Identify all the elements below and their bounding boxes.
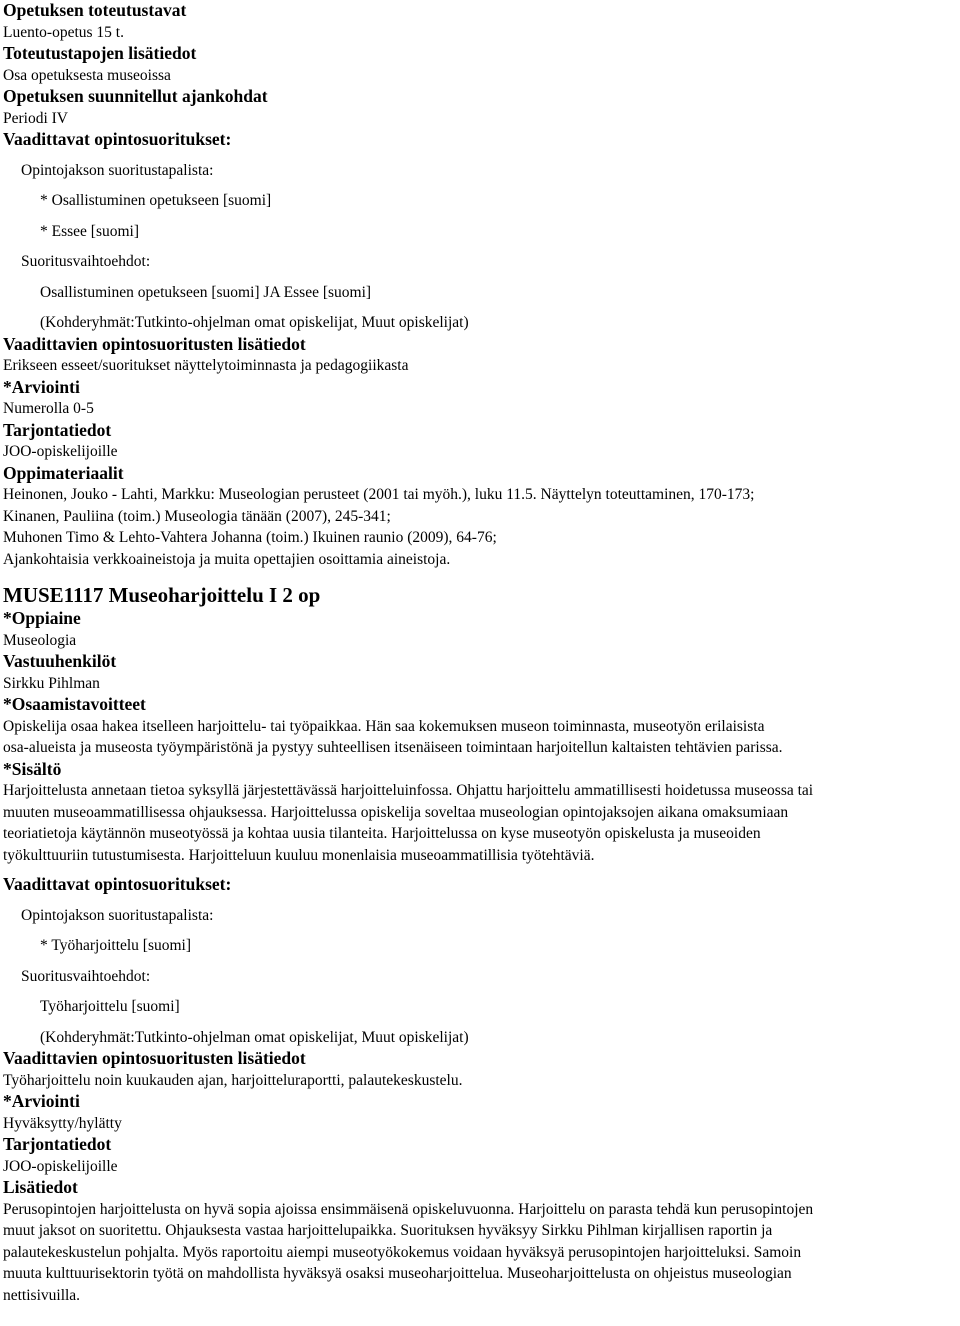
osaamistavoitteet-line: osa-alueista ja museosta työympäristönä ja pystyy suhteellisen itsenäiseen toimintaan harjoitellun kaltaisten tehtävien parissa. [3, 739, 783, 756]
lisatiedot-line: palautekeskustelun pohjalta. Myös raportoitu aiempi museotyökokemus voidaan hyväksyä perusopintojen harjoitteluksi. Samoin [3, 1243, 802, 1261]
oppimateriaali-line: Muhonen Timo & Lehto-Vahtera Johanna (toim.) Ikuinen raunio (2009), 64-76; [3, 529, 497, 546]
tarjontatiedot-text: JOO-opiskelijoille [3, 443, 118, 460]
heading-vaadittavien-lisatiedot: Vaadittavien opintosuoritusten lisätiedot [3, 333, 306, 354]
suoritustapa-item: * Essee [suomi] [40, 222, 140, 240]
vastuuhenkilot-text: Sirkku Pihlman [3, 674, 100, 692]
suoritustapalista-label: Opintojakson suoritustapalista: [21, 161, 214, 179]
kohderyhmat-text: (Kohderyhmät:Tutkinto-ohjelman omat opiskelijat, Muut opiskelijat) [40, 1028, 469, 1046]
document-page [3, 0, 957, 1306]
heading-vaadittavat: Vaadittavat opintosuoritukset: [3, 129, 232, 149]
heading-arviointi: *Arviointi [3, 1091, 80, 1111]
toteutustavat-text: Luento-opetus 15 t. [3, 23, 124, 41]
arviointi-text: Hyväksytty/hylätty [3, 1114, 122, 1132]
oppimateriaali-line: Ajankohtaisia verkkoaineistoja ja muita opettajien osoittamia aineistoja. [3, 550, 451, 568]
heading-sisalto: *Sisältö [3, 758, 62, 779]
heading-toteutustavat: Opetuksen toteutustavat [3, 0, 187, 20]
lisatiedot-line: muut jaksot on suoritettu. Ohjauksesta vastaa harjoittelupaikka. Suorituksen hyväksyy Sirkku Pihlman kirjallisen raportin ja [3, 1222, 773, 1239]
sisalto-line: teoriatietoja käytännön museotyössä ja kohtaa uusia tilanteita. Harjoittelussa on kyse museotyön opiskelusta ja museoiden [3, 825, 761, 842]
osaamistavoitteet-line: Opiskelija osaa hakea itselleen harjoittelu- tai työpaikkaa. Hän saa kokemuksen museon toiminnasta, museotyön erilaisista [3, 717, 765, 735]
oppiaine-text: Museologia [3, 631, 77, 649]
suoritusvaihtoehto-text: Osallistuminen opetukseen [suomi] JA Essee [suomi] [40, 283, 372, 301]
suoritustapa-item: * Työharjoittelu [suomi] [40, 937, 192, 954]
oppimateriaali-line: Heinonen, Jouko - Lahti, Markku: Museologian perusteet (2001 tai myöh.), luku 11.5. Näyttelyn toteuttaminen, 170-173; [3, 486, 755, 503]
heading-toteutustapojen-lisatiedot: Toteutustapojen lisätiedot [3, 43, 197, 63]
sisalto-line: Harjoittelusta annetaan tietoa syksyllä järjestettävässä harjoitteluinfossa. Ohjattu harjoittelu ammatillisesti hoidetussa museossa tai [3, 782, 814, 799]
heading-vastuuhenkilot: Vastuuhenkilöt [3, 651, 117, 671]
heading-tarjontatiedot: Tarjontatiedot [3, 419, 112, 440]
heading-vaadittavien-lisatiedot: Vaadittavien opintosuoritusten lisätiedot [3, 1048, 306, 1068]
heading-oppimateriaalit: Oppimateriaalit [3, 462, 124, 483]
lisatiedot-line: muuta kulttuurisektorin työtä on mahdollista hyväksyä osaksi museoharjoittelua. Museoharjoittelusta on ohjeistus museologian [3, 1265, 792, 1282]
course-title: MUSE1117 Museoharjoittelu I 2 op [3, 583, 321, 607]
toteutustapojen-lisatiedot-text: Osa opetuksesta museoissa [3, 66, 171, 84]
heading-oppiaine: *Oppiaine [3, 608, 81, 628]
heading-arviointi: *Arviointi [3, 376, 80, 397]
suoritusvaihtoehto-text: Työharjoittelu [suomi] [40, 998, 180, 1015]
heading-vaadittavat: Vaadittavat opintosuoritukset: [3, 874, 232, 894]
lisatiedot-line: nettisivuilla. [3, 1286, 81, 1304]
heading-lisatiedot: Lisätiedot [3, 1177, 78, 1197]
arviointi-text: Numerolla 0-5 [3, 400, 94, 417]
heading-osaamistavoitteet: *Osaamistavoitteet [3, 694, 146, 714]
sisalto-line: työkulttuuriin tutustumisesta. Harjoitteluun kuuluu monenlaisia museoammatillisia työtehtäviä. [3, 846, 595, 864]
heading-ajankohdat: Opetuksen suunnitellut ajankohdat [3, 86, 268, 106]
sisalto-line: muuten museoammatillisessa ohjauksessa. Harjoittelussa opiskelija soveltaa museologian opintojaksojen aikana omaksumiaan [3, 803, 789, 821]
vaadittavien-lisatiedot-text: Työharjoittelu noin kuukauden ajan, harjoitteluraportti, palautekeskustelu. [3, 1071, 463, 1089]
tarjontatiedot-text: JOO-opiskelijoille [3, 1157, 118, 1175]
kohderyhmat-text: (Kohderyhmät:Tutkinto-ohjelman omat opiskelijat, Muut opiskelijat) [40, 314, 469, 331]
suoritusvaihtoehdot-label: Suoritusvaihtoehdot: [21, 253, 151, 270]
heading-tarjontatiedot: Tarjontatiedot [3, 1134, 112, 1154]
oppimateriaali-line: Kinanen, Pauliina (toim.) Museologia tänään (2007), 245-341; [3, 507, 391, 525]
suoritustapalista-label: Opintojakson suoritustapalista: [21, 906, 214, 924]
suoritusvaihtoehdot-label: Suoritusvaihtoehdot: [21, 967, 151, 985]
suoritustapa-item: * Osallistuminen opetukseen [suomi] [40, 192, 272, 209]
lisatiedot-line: Perusopintojen harjoittelusta on hyvä sopia ajoissa ensimmäisenä opiskeluvuonna. Harjoittelu on parasta tehdä kun perusopintojen [3, 1200, 814, 1218]
ajankohdat-text: Periodi IV [3, 109, 69, 127]
vaadittavien-lisatiedot-text: Erikseen esseet/suoritukset näyttelytoiminnasta ja pedagogiikasta [3, 357, 409, 374]
